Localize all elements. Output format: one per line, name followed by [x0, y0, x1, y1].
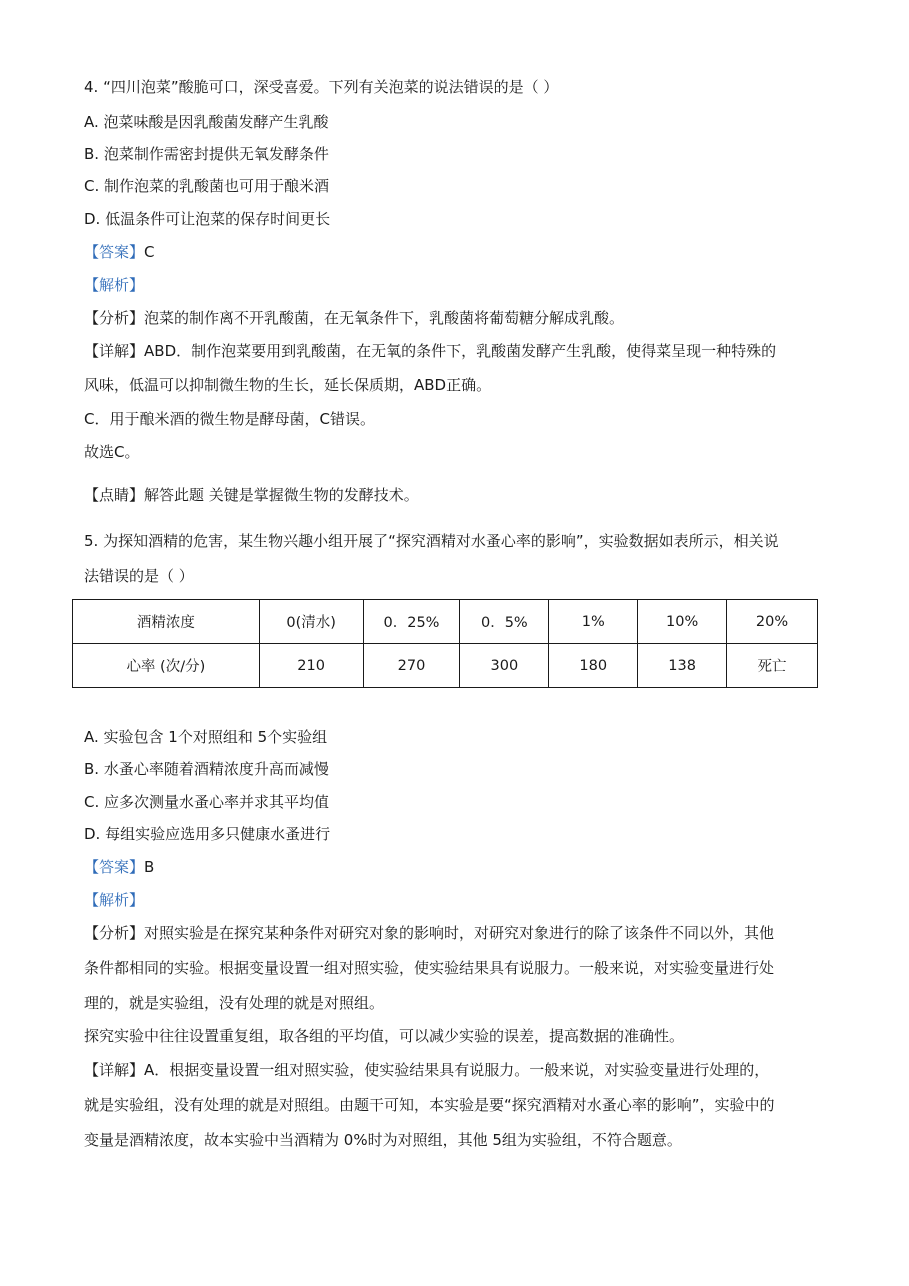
question-4-option-b: B. 泡菜制作需密封提供无氧发酵条件 [84, 145, 329, 163]
question-5-option-b: B. 水蚤心率随着酒精浓度升高而减慢 [84, 760, 329, 778]
xiangjie-text: A．根据变量设置一组对照实验，使实验结果具有说服力。一般来说，对实验变量进行处理的， [144, 1061, 770, 1079]
table-cell: 10% [638, 600, 727, 644]
question-4-xiangjie-line-1 [84, 341, 776, 361]
question-5-fenxi-line-4: 探究实验中往往设置重复组，取各组的平均值，可以减少实验的误差，提高数据的准确性。 [84, 1027, 685, 1045]
question-4-xiangjie-line-2: 风味，低温可以抑制微生物的生长，延长保质期，ABD正确。 [84, 376, 492, 394]
table-cell: 0(清水) [259, 600, 363, 644]
question-4-fenxi [84, 308, 624, 328]
table-cell: 210 [259, 644, 363, 688]
question-5-fenxi-line-1 [84, 923, 774, 943]
question-5-option-c: C. 应多次测量水蚤心率并求其平均值 [84, 793, 330, 811]
question-5-analysis-tag: 【解析】 [84, 891, 145, 909]
question-5-stem-line-1: 5. 为探知酒精的危害，某生物兴趣小组开展了“探究酒精对水蚤心率的影响”，实验数据如表所示，相关说 [84, 532, 779, 550]
question-5-xiangjie-line-1 [84, 1060, 769, 1080]
fenxi-text: 泡菜的制作离不开乳酸菌，在无氧条件下，乳酸菌将葡萄糖分解成乳酸。 [144, 309, 625, 327]
xiangjie-text: ABD．制作泡菜要用到乳酸菌，在无氧的条件下，乳酸菌发酵产生乳酸，使得菜呈现一种特殊的 [144, 342, 777, 360]
fenxi-tag: 【分析】 [84, 309, 145, 327]
table-cell: 138 [638, 644, 727, 688]
table-row [73, 600, 818, 644]
table-cell: 死亡 [727, 644, 818, 688]
table-header-cell: 酒精浓度 [73, 600, 260, 644]
question-4-answer [84, 242, 155, 262]
question-5-option-d: D. 每组实验应选用多只健康水蚤进行 [84, 825, 331, 843]
table-row [73, 644, 818, 688]
xiangjie-tag: 【详解】 [84, 342, 145, 360]
table-cell: 0．25% [363, 600, 460, 644]
question-5-xiangjie-line-3: 变量是酒精浓度，故本实验中当酒精为 0%时为对照组，其他 5组为实验组，不符合题意。 [84, 1131, 682, 1149]
dianjing-text: 解答此题 关键是掌握微生物的发酵技术。 [144, 486, 419, 504]
question-4-stem: 4. “四川泡菜”酸脆可口，深受喜爱。下列有关泡菜的说法错误的是（ ） [84, 78, 559, 96]
table-cell: 0．5% [460, 600, 549, 644]
question-4-dianjing [84, 485, 419, 505]
fenxi-text: 对照实验是在探究某种条件对研究对象的影响时，对研究对象进行的除了该条件不同以外，其他 [144, 924, 775, 942]
table-cell: 180 [549, 644, 638, 688]
question-5-xiangjie-line-2: 就是实验组，没有处理的就是对照组。由题干可知，本实验是要“探究酒精对水蚤心率的影响”，实验中的 [84, 1096, 775, 1114]
fenxi-tag: 【分析】 [84, 924, 145, 942]
question-5-answer [84, 857, 154, 877]
question-4-xiangjie-line-3: C．用于酿米酒的微生物是酵母菌，C错误。 [84, 410, 375, 428]
answer-value: B [144, 858, 155, 876]
table-cell: 300 [460, 644, 549, 688]
table-cell: 20% [727, 600, 818, 644]
xiangjie-tag: 【详解】 [84, 1061, 145, 1079]
question-5-option-a: A. 实验包含 1个对照组和 5个实验组 [84, 728, 328, 746]
answer-value: C [144, 243, 155, 261]
data-table [72, 599, 818, 688]
table-header-cell: 心率 (次/分) [73, 644, 260, 688]
answer-tag: 【答案】 [84, 858, 145, 876]
table-cell: 270 [363, 644, 460, 688]
question-5-stem-line-2: 法错误的是（ ） [84, 567, 194, 585]
question-5-fenxi-line-2: 条件都相同的实验。根据变量设置一组对照实验，使实验结果具有说服力。一般来说，对实验变量进行处 [84, 959, 775, 977]
table-cell: 1% [549, 600, 638, 644]
dianjing-tag: 【点睛】 [84, 486, 145, 504]
question-4-option-a: A. 泡菜味酸是因乳酸菌发酵产生乳酸 [84, 113, 329, 131]
answer-tag: 【答案】 [84, 243, 145, 261]
question-4-option-c: C. 制作泡菜的乳酸菌也可用于酿米酒 [84, 177, 330, 195]
question-4-analysis-tag: 【解析】 [84, 276, 145, 294]
question-4-option-d: D. 低温条件可让泡菜的保存时间更长 [84, 210, 331, 228]
question-4-conclusion: 故选C。 [84, 443, 140, 461]
question-5-fenxi-line-3: 理的，就是实验组，没有处理的就是对照组。 [84, 994, 385, 1012]
